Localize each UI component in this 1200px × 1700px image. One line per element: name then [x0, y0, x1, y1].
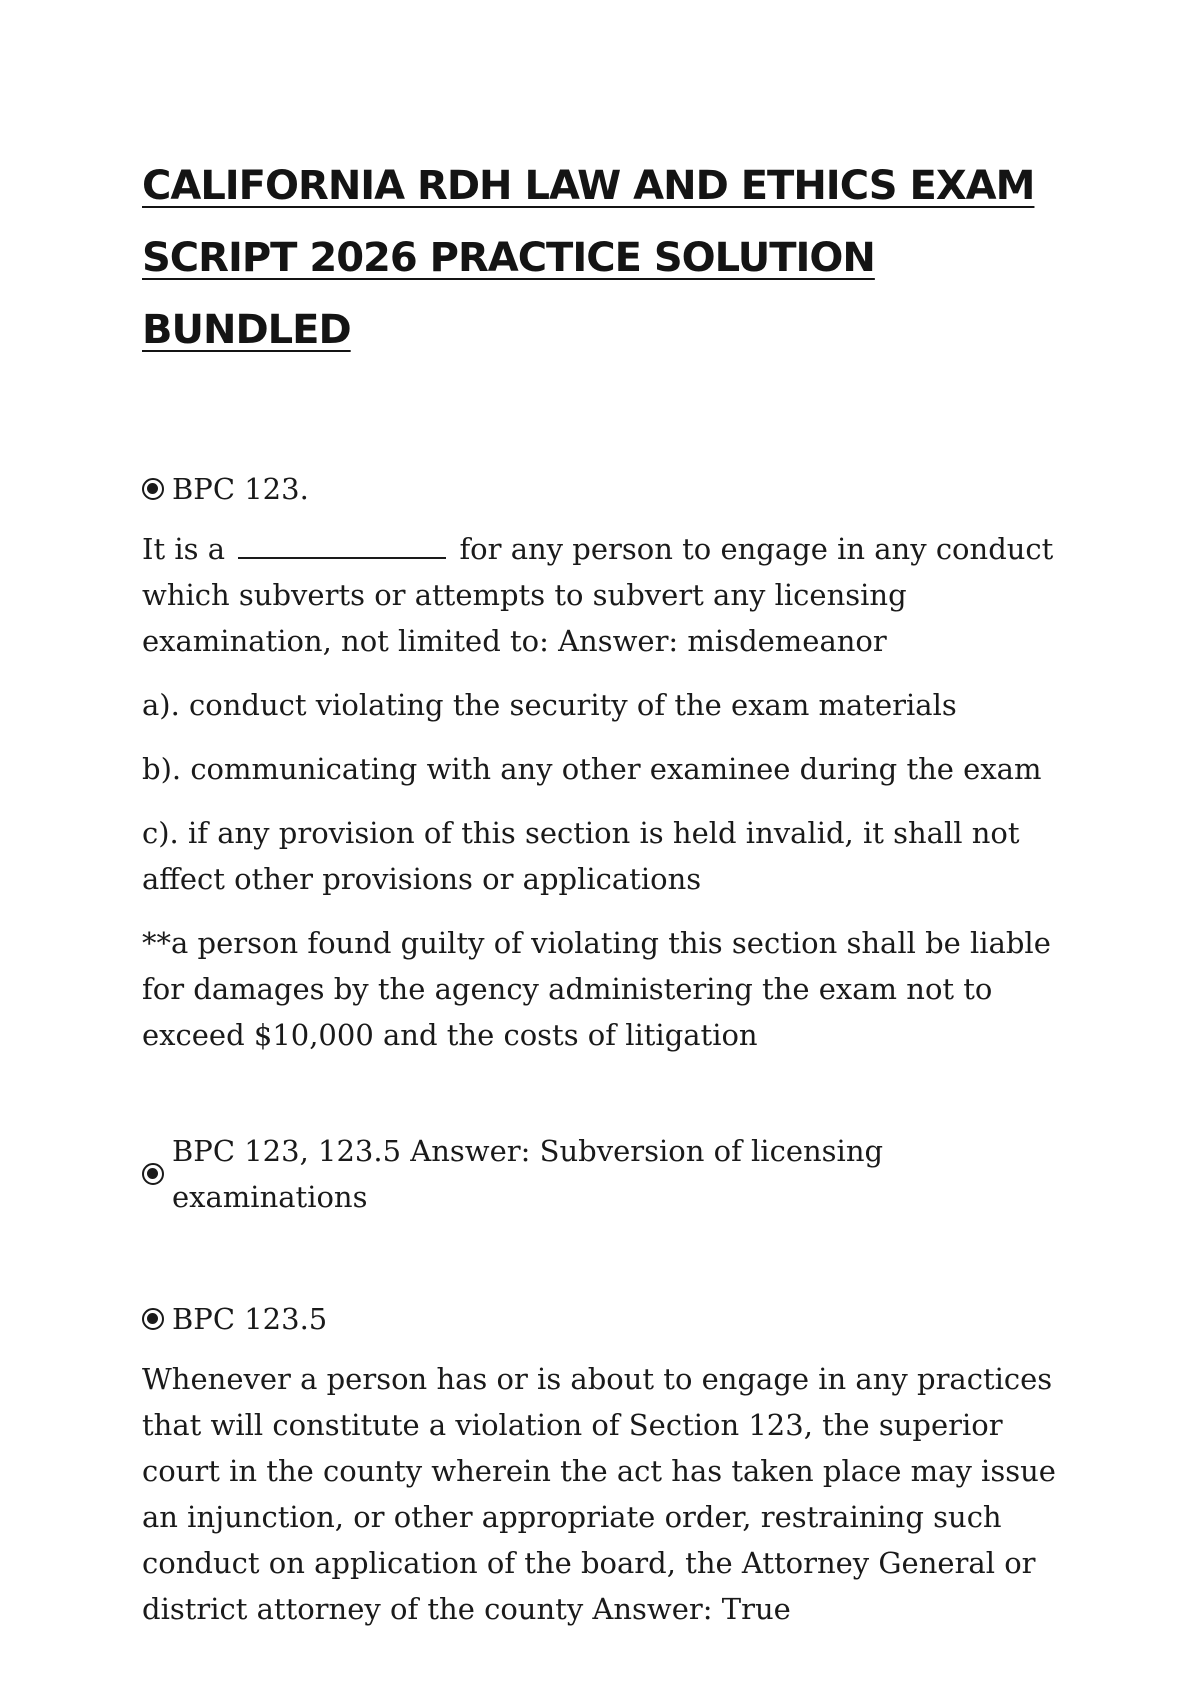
question-heading: [142, 1296, 1082, 1342]
question-stem: [142, 526, 1082, 664]
answer-item-a: a). conduct violating the security of the exam materials: [142, 688, 957, 722]
radio-bullet-icon: [142, 1163, 164, 1185]
document-title: [142, 150, 1082, 366]
question-bpc-1235: [142, 1296, 1082, 1632]
radio-bullet-icon: [142, 1308, 164, 1330]
answer-item-c: c). if any provision of this section is held invalid, it shall not affect other provisions or applications: [142, 816, 1020, 896]
answer-item-b: b). communicating with any other examinee during the exam: [142, 752, 1042, 786]
question-heading-text: BPC 123, 123.5 Answer: Subversion of licensing examinations: [172, 1134, 884, 1214]
question-bpc-123-1235: [142, 1128, 1082, 1220]
question-bpc-123: [142, 466, 1082, 1058]
question-heading: [142, 1128, 1082, 1220]
question-stem-after-blank: for any person to engage in any conduct which subverts or attempts to subvert any licensing examination, not limited to: Answer: misdemeanor: [142, 532, 1054, 658]
radio-bullet-icon: [142, 478, 164, 500]
document-title-line-1: CALIFORNIA RDH LAW AND ETHICS EXAM: [142, 163, 1035, 209]
fill-in-blank: [238, 529, 446, 559]
question-note: **a person found guilty of violating this section shall be liable for damages by the agency administering the exam not to exceed $10,000 and the costs of litigation: [142, 926, 1051, 1052]
question-heading: [142, 466, 1082, 512]
document-page: [142, 150, 1082, 1650]
question-stem-before-blank: It is a: [142, 532, 225, 566]
question-body: Whenever a person has or is about to engage in any practices that will constitute a violation of Section 123, the superior court in the county wherein the act has taken place may issue an injunction, or other appropriate order, restraining such conduct on application of the board, the Attorney General or district attorney of the county Answer: True: [142, 1362, 1056, 1626]
question-heading-text: BPC 123.5: [172, 1302, 328, 1336]
question-heading-text: BPC 123.: [172, 472, 309, 506]
document-title-line-2: SCRIPT 2026 PRACTICE SOLUTION BUNDLED: [142, 235, 875, 353]
